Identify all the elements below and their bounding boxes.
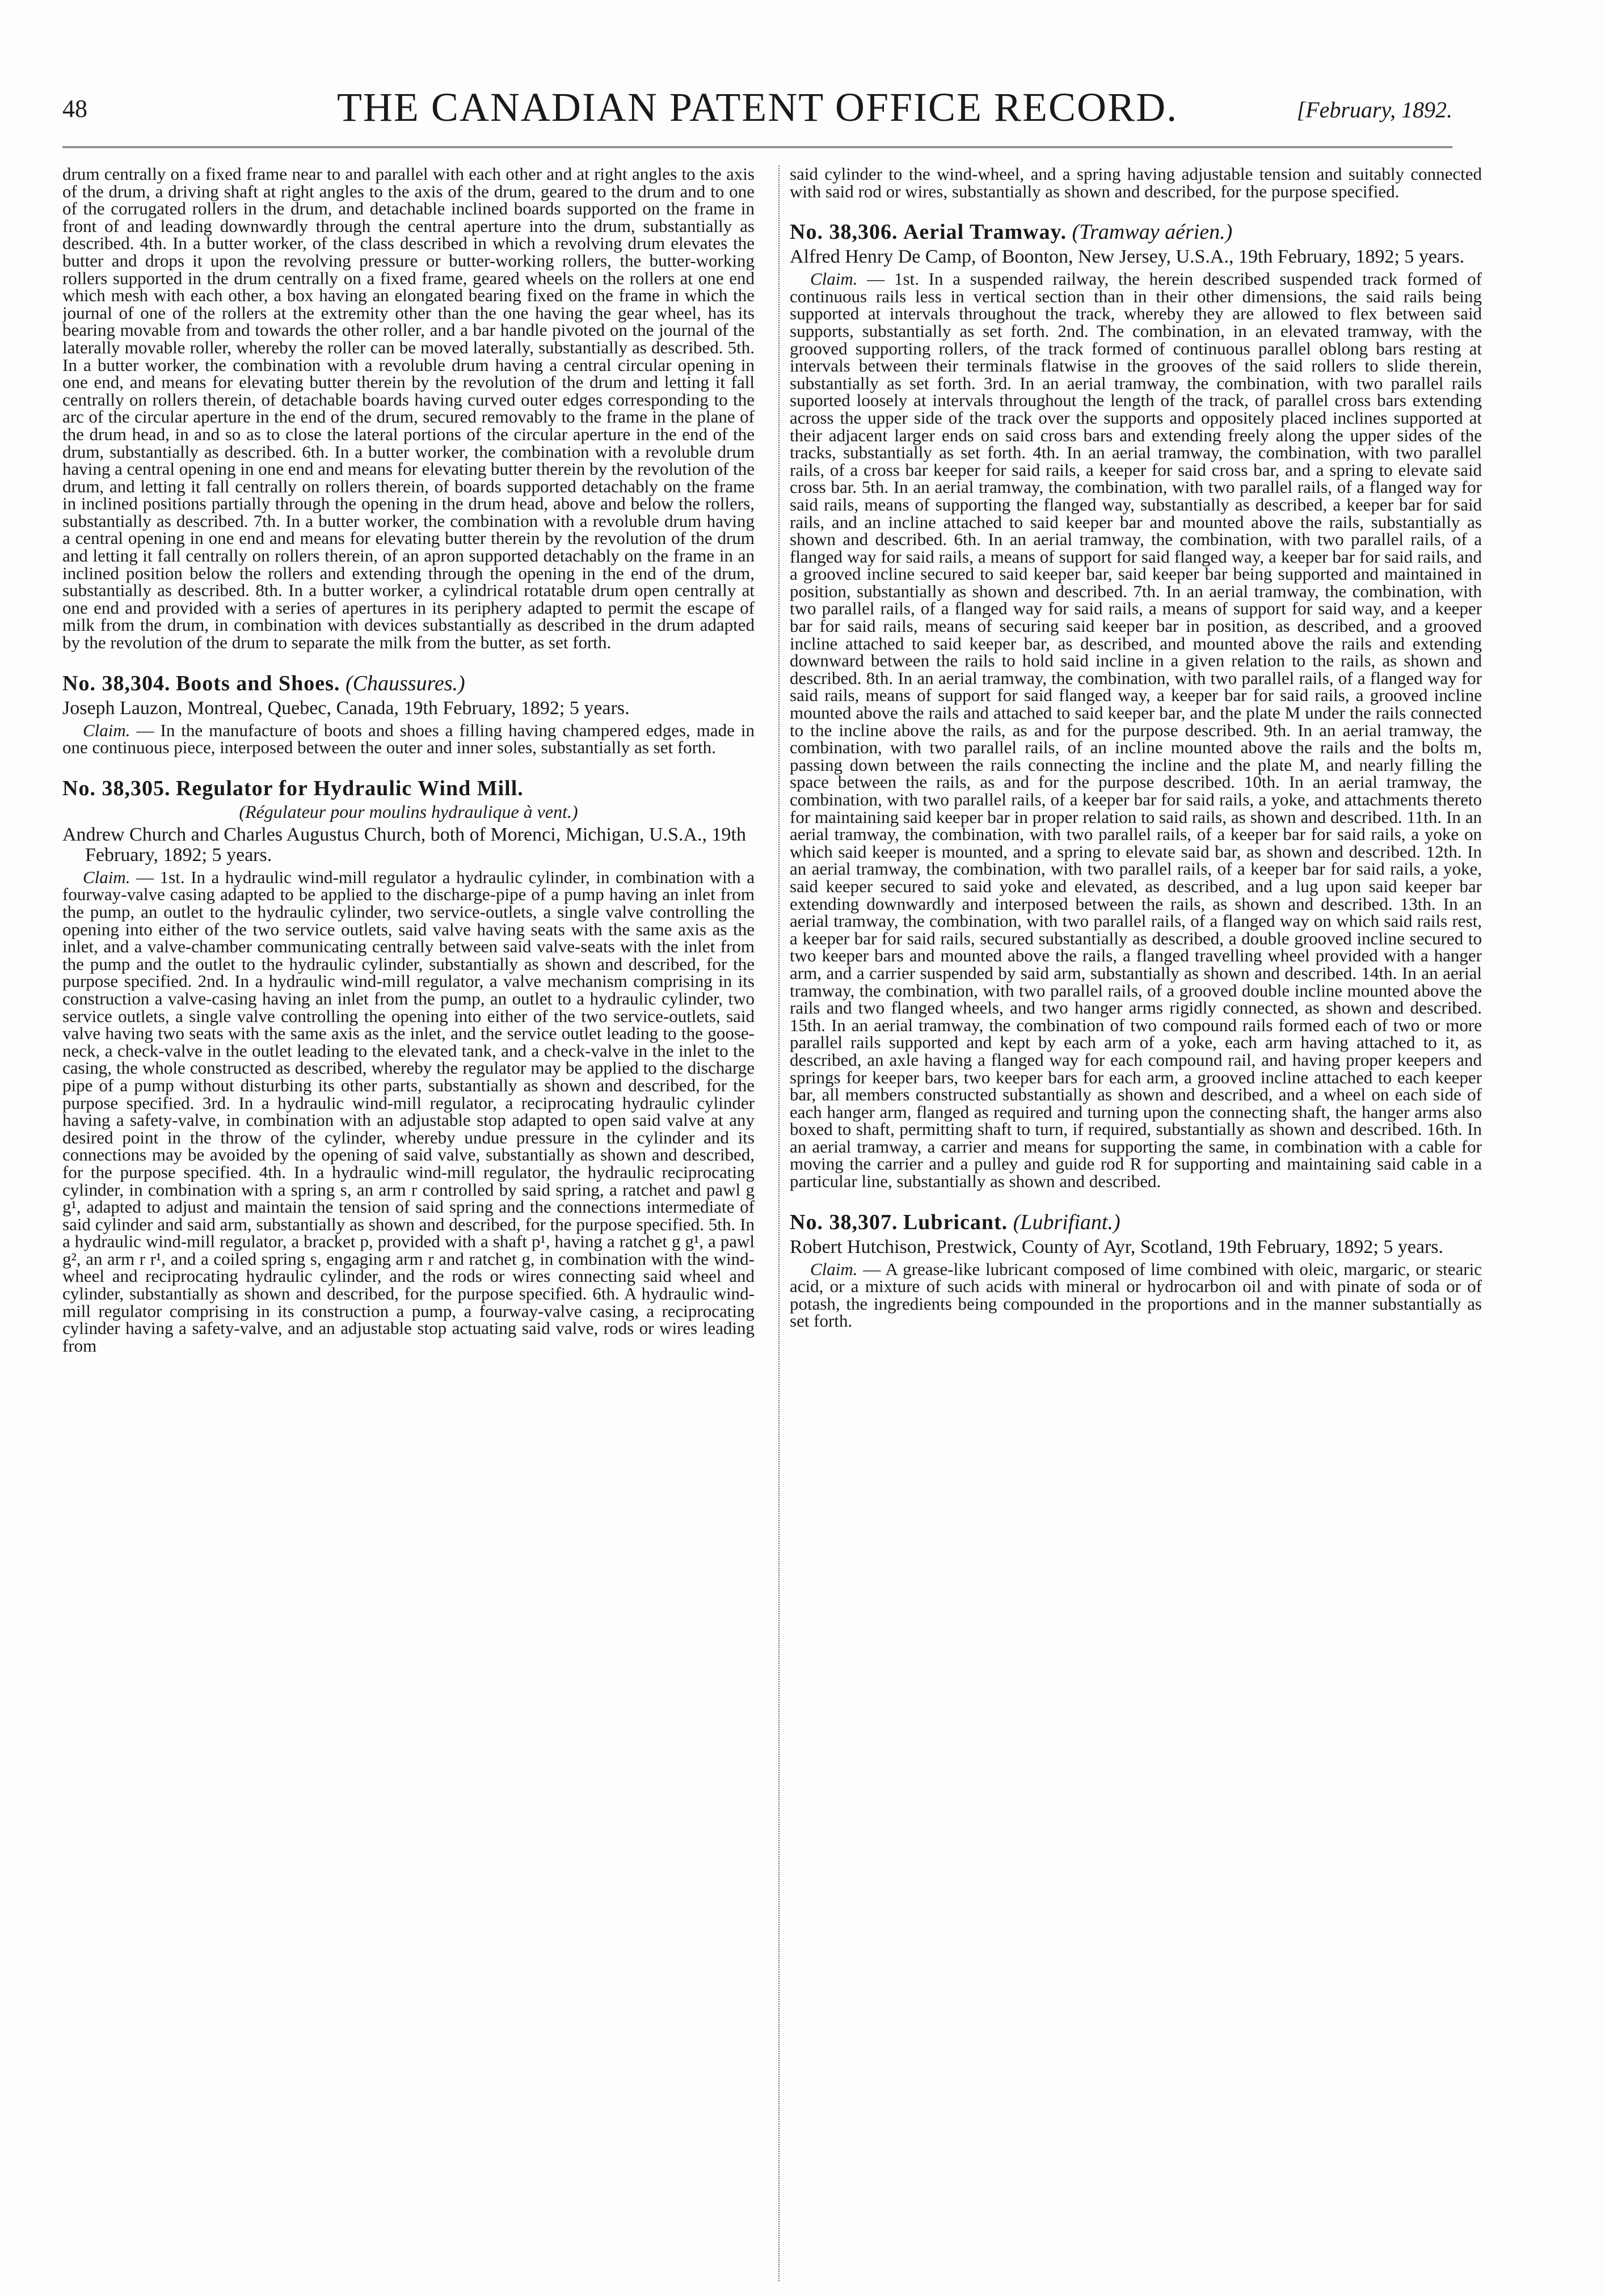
patent-entry-38307: [790, 1210, 1482, 1330]
entry-heading: [790, 1210, 1482, 1235]
running-header: [62, 84, 1452, 146]
entry-heading: [62, 671, 755, 696]
patent-number: No. 38,304.: [62, 671, 171, 695]
patent-claim: [790, 271, 1482, 1190]
patent-number: No. 38,307.: [790, 1210, 898, 1234]
patent-french-title: (Régulateur pour moulins hydraulique à vent.): [239, 801, 578, 822]
claim-label: Claim.: [810, 1259, 858, 1279]
page-number: 48: [62, 95, 87, 123]
patent-number: No. 38,305.: [62, 776, 171, 800]
claim-text: — 1st. In a hydraulic wind-mill regulator a hydraulic cylinder, in combination with a fourway-valve casing adapted to be applied to the discharge-pipe of a pump having an inlet from the pump, an outlet to the hydraulic cylinder, two service-outlets, a single valve controlling the opening into either of the two service outlets, said valve having seats with the same axis as the inlet, and a valve-chamber communicating centrally between said valve-seats with the inlet from the pump and the outlet to the hydraulic cylinder, substantially as shown and described, for the purpose specified. 2nd. In a hydraulic wind-mill regulator, a valve mechanism comprising in its construction a valve-casing having an inlet from the pump, an outlet to a hydraulic cylinder, two service outlets, a single valve controlling the opening into either of the two service-outlets, said valve having two seats with the same axis as the inlet, and the service outlet leading to the goose-neck, a check-valve in the outlet leading to the elevated tank, and a check-valve in the inlet to the casing, the whole constructed as described, whereby the regulator may be applied to the discharge pipe of a pump without disturbing its other parts, substantially as shown and described, for the purpose specified. 3rd. In a hydraulic wind-mill regulator, a reciprocating hydraulic cylinder having a safety-valve, in combination with an adjustable stop adapted to open said valve at any desired point in the throw of the cylinder, whereby undue pressure in the cylinder and its connections may be avoided by the opening of said valve, substantially as shown and described, for the purpose specified. 4th. In a hydraulic wind-mill regulator, the hydraulic reciprocating cylinder, in combination with a spring s, an arm r controlled by said spring, a ratchet and pawl g g¹, adapted to adjust and maintain the tension of said spring and the connections intermediate of said cylinder and said arm, substantially as shown and described, for the purpose specified. 5th. In a hydraulic wind-mill regulator, a bracket p, provided with a shaft p¹, having a ratchet g g¹, a pawl g², an arm r r¹, and a coiled spring s, engaging arm r and ratchet g, in combination with the wind-wheel and reciprocating hydraulic cylinder, and the rods or wires connecting said wheel and cylinder, substantially as shown and described, for the purpose specified. 6th. A hydraulic wind-mill regulator comprising in its construction a pump, a fourway-valve casing, a reciprocating cylinder having a safety-valve, and an adjustable stop actuating said valve, rods or wires leading from: [62, 867, 755, 1356]
patent-entry-38304: [62, 671, 755, 757]
patent-title: Regulator for Hydraulic Wind Mill.: [175, 776, 524, 800]
patent-inventor: Joseph Lauzon, Montreal, Quebec, Canada, 19th February, 1892; 5 years.: [62, 697, 630, 719]
issue-date: [February, 1892.: [1296, 97, 1452, 123]
claim-label: Claim.: [83, 867, 130, 887]
patent-claim: [62, 722, 755, 757]
patent-entry-38305: [62, 776, 755, 1355]
claim-label: Claim.: [810, 269, 858, 289]
patent-title: Boots and Shoes.: [175, 671, 340, 695]
right-column: [790, 166, 1482, 2281]
entry-heading: [62, 776, 755, 801]
patent-french-title: (Lubrifiant.): [1013, 1210, 1120, 1234]
header-rule: [62, 146, 1452, 148]
patent-inventor: Robert Hutchison, Prestwick, County of Ayr, Scotland, 19th February, 1892; 5 years.: [790, 1236, 1443, 1257]
patent-french-title: (Tramway aérien.): [1072, 220, 1233, 244]
patent-title: Lubricant.: [903, 1210, 1008, 1234]
patent-claim: [62, 869, 755, 1355]
continued-claim-text: drum centrally on a fixed frame near to and parallel with each other and at right angles to the axis of the drum, a driving shaft at right angles to the axis of the drum, geared to the drum and to one of the corrugated rollers in the drum, and detachable inclined boards supported on the frame in front of and leading downwardly through the central aperture into the drum, substantially as described. 4th. In a butter worker, of the class described in which a revolving drum elevates the butter and drops it upon the revolving pressure or butter-working rollers, the butter-working rollers supported in the drum centrally on a fixed frame, geared wheels on the rollers at one end which mesh with each other, a box having an elongated bearing fixed on the frame in which the journal of one of the rollers at the extremity other than the one having the gear wheel, has its bearing movable from and towards the other roller, and a bar handle pivoted on the journal of the laterally movable roller, whereby the roller can be moved laterally, substantially as described. 5th. In a butter worker, the combination with a revoluble drum having a central circular opening in one end, and means for elevating butter therein by the revolution of the drum and letting it fall centrally on rollers therein, of detachable boards having curved outer edges corresponding to the arc of the circular aperture in the end of the drum, secured removably to the frame in the plane of the drum head, in and so as to close the lateral portions of the circular aperture in the end of the drum, substantially as described. 6th. In a butter worker, the combination with a revoluble drum having a central opening in one end and means for elevating butter therein by the revolution of the drum, and letting it fall centrally on rollers therein, of boards supported detachably on the frame in inclined positions partially through the opening in the drum head, above and below the rollers, substantially as described. 7th. In a butter worker, the combination with a revoluble drum having a central opening in one end and means for elevating butter therein by the revolution of the drum and letting it fall centrally on rollers therein, of an apron supported detachably on the frame in an inclined position below the rollers and extending through the opening in the end of the drum, substantially as described. 8th. In a butter worker, a cylindrical rotatable drum open centrally at one end and provided with a series of apertures in its periphery adapted to permit the escape of milk from the drum, in combination with devices substantially as described in the drum adapted by the revolution of the drum to separate the milk from the butter, as set forth.: [62, 166, 755, 653]
claim-text: — A grease-like lubricant composed of lime combined with oleic, margaric, or stearic acid, or a mixture of such acids with mineral or hydrocarbon oil and with pinate of soda or of potash, the ingredients being compounded in the proportions and in the manner substantially as set forth.: [790, 1259, 1482, 1331]
entry-heading: [790, 220, 1482, 244]
left-column: [62, 166, 755, 2281]
patent-inventor: Alfred Henry De Camp, of Boonton, New Jersey, U.S.A., 19th February, 1892; 5 years.: [790, 246, 1465, 268]
claim-label: Claim.: [83, 720, 130, 740]
running-title: THE CANADIAN PATENT OFFICE RECORD.: [336, 85, 1178, 130]
patent-title: Aerial Tramway.: [903, 220, 1067, 244]
patent-number: No. 38,306.: [790, 220, 898, 244]
patent-claim: [790, 1261, 1482, 1330]
claim-text: — 1st. In a suspended railway, the herein described suspended track formed of continuous rails less in vertical section than in their other dimensions, the said rails being supported at intervals throughout the track, whereby they are allowed to flex between said supports, substantially as set forth. 2nd. The combination, in an elevated tramway, with the grooved supporting rollers, of the track formed of continuous parallel oblong bars resting at intervals between their terminals flatwise in the grooves of the said rollers to slide therein, substantially as set forth. 3rd. In an aerial tramway, the combination, with two parallel rails suported loosely at intervals throughout the length of the track, of parallel cross bars extending across the upper side of the track over the supports and oppositely placed inclines supported at their adjacent larger ends on said cross bars and extending freely along the upper sides of the tracks, substantially as set forth. 4th. In an aerial tramway, the combination, with two parallel rails, of a cross bar keeper for said rails, a keeper for said cross bar, and a spring to elevate said cross bar. 5th. In an aerial tramway, the combination, with two parallel rails, of a flanged way for said rails, means of supporting the flanged way, substantially as described, a keeper bar for said rails, and an incline attached to said keeper bar and mounted above the rails, substantially as shown and described. 6th. In an aerial tramway, the combination, with two parallel rails, of a flanged way for said rails, a means of support for said flanged way, a keeper bar for said rails, and a grooved incline secured to said keeper bar, said keeper bar being supported and maintained in position, substantially as shown and described. 7th. In an aerial tramway, the combination, with two parallel rails, of a flanged way for said rails, a means of support for said way, and a keeper bar for said rails, means of securing said keeper bar in position, as described, and a grooved incline attached to said keeper bar, as described, and mounted above the rails and extending downward between the rails to hold said incline in a given relation to the rails, as shown and described. 8th. In an aerial tramway, the combination, with two parallel rails, of a flanged way for said rails, means of support for said flanged way, a keeper bar for said rails, a grooved incline mounted above the rails and attached to said keeper bar, and the plate M under the rails connected to the incline above the rails, as and for the purpose described. 9th. In an aerial tramway, the combination, with two parallel rails, of an incline mounted above the rails and the bolts m, passing down between the rails connecting the incline and the plate M, and nearly filling the space between the rails, as and for the purpose described. 10th. In an aerial tramway, the combination, with two parallel rails, of a keeper bar for said rails, a yoke, and attachments thereto for maintaining said keeper bar in proper relation to said rails, as shown and described. 11th. In an aerial tramway, the combination, with two parallel rails, of a keeper bar for said rails, a yoke on which said keeper is mounted, and a spring to elevate said bar, as shown and described. 12th. In an aerial tramway, the combination, with two parallel rails, of a keeper bar for said rails, a yoke, said keeper secured to said yoke and elevated, as described, and a lug upon said keeper bar extending downwardly and interposed between the rails, as shown and described. 13th. In an aerial tramway, the combination, with two parallel rails, of a flanged way on which said rails rest, a keeper bar for said rails, secured substantially as described, a double grooved incline secured to two keeper bars and mounted above the rails, a flanged travelling wheel provided with a hanger arm, and a carrier suspended by said arm, substantially as shown and described. 14th. In an aerial tramway, the combination, with two parallel rails, of a grooved double incline mounted above the rails and two flanged wheels, and two hanger arms rigidly connected, as shown and described. 15th. In an aerial tramway, the combination of two compound rails formed each of two or more parallel rails supported and kept by each arm of a yoke, each arm having attached to it, as described, an axle having a flanged way for each compound rail, and having proper keepers and springs for keeper bars, two keeper bars for each arm, a grooved incline attached to each keeper bar, all members constructed substantially as shown and described, and a wheel on each side of each hanger arm, flanged as required and turning upon the connecting shaft, the hanger arms also boxed to shaft, permitting shaft to turn, if required, substantially as shown and described. 16th. In an aerial tramway, a carrier and means for supporting the same, in combination with a cable for moving the carrier and a pulley and guide rod R for supporting and maintaining said cable in a particular line, substantially as shown and described.: [790, 269, 1482, 1192]
claim-text: — In the manufacture of boots and shoes a filling having champered edges, made in one continuous piece, interposed between the outer and inner soles, substantially as set forth.: [62, 720, 755, 758]
patent-inventor: Andrew Church and Charles Augustus Church, both of Morenci, Michigan, U.S.A., 19th February, 1892; 5 years.: [62, 824, 746, 866]
patent-french-title: (Chaussures.): [345, 671, 465, 695]
patent-entry-38306: [790, 220, 1482, 1190]
continued-claim-text: said cylinder to the wind-wheel, and a spring having adjustable tension and suitably connected with said rod or wires, substantially as shown and described, for the purpose specified.: [790, 166, 1482, 201]
column-divider: [778, 166, 780, 2281]
